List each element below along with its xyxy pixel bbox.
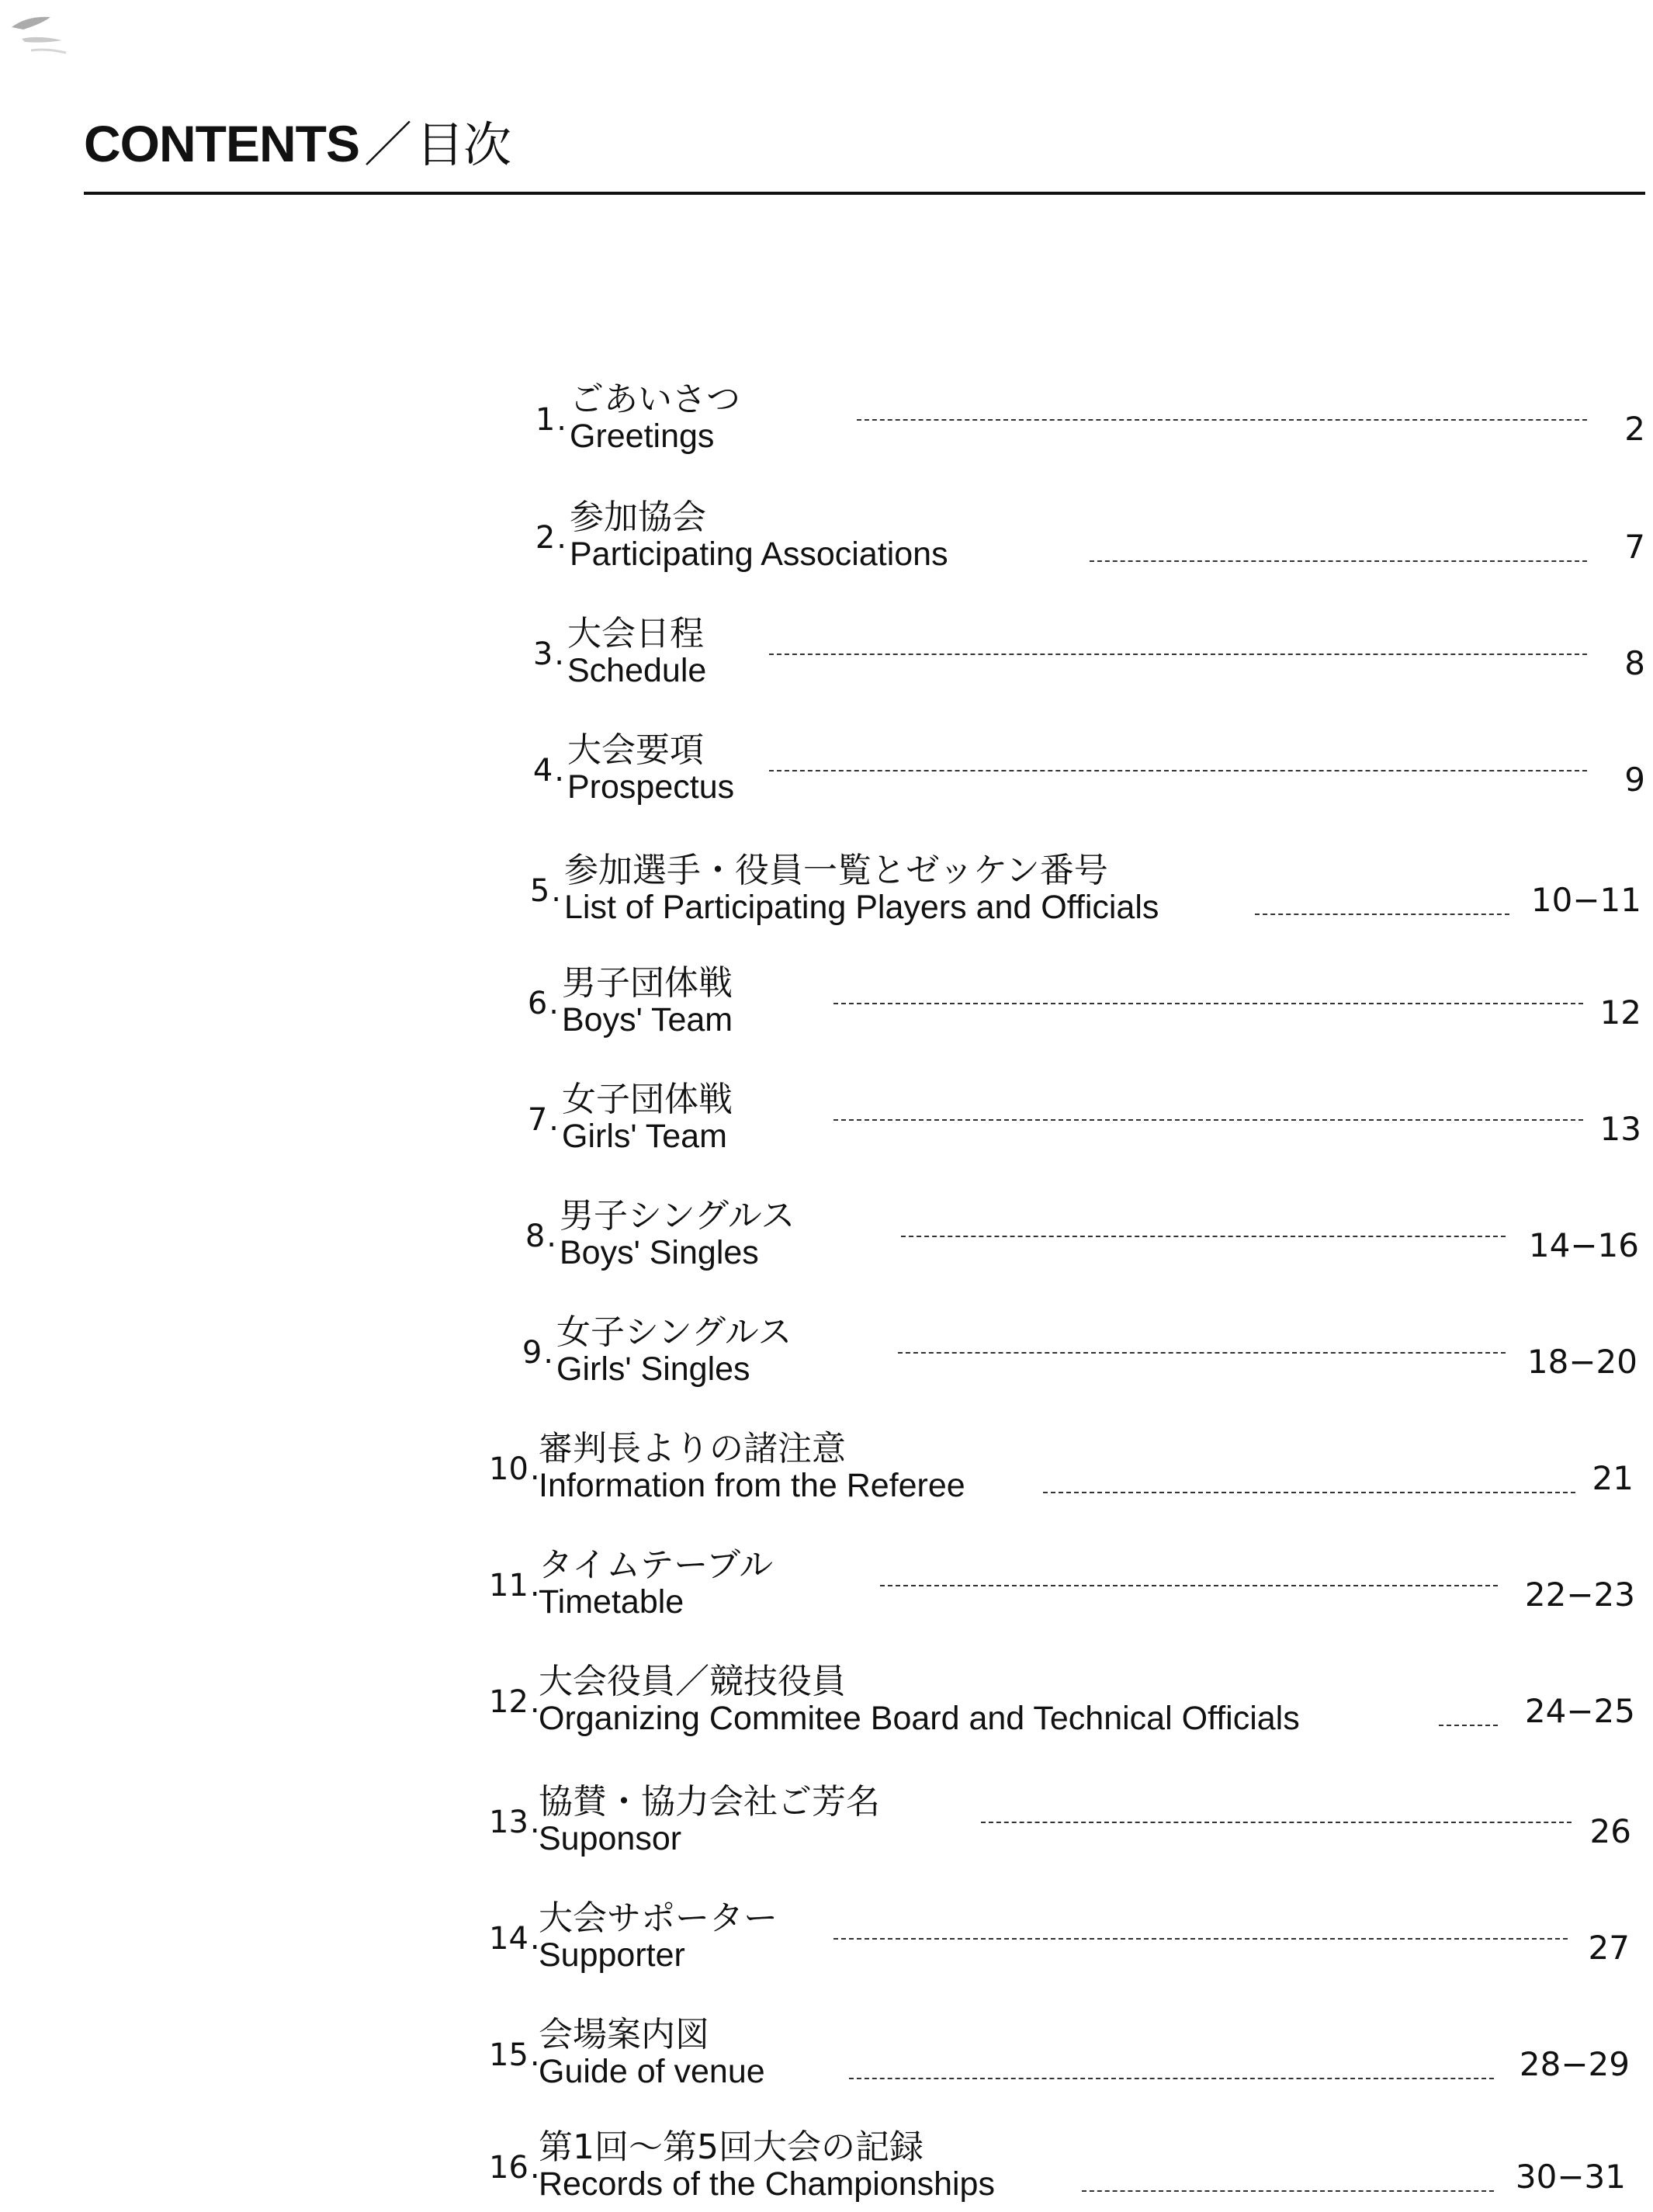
toc-entry: [489, 1781, 1653, 1867]
toc-entry-title-en: Supporter: [539, 1936, 685, 1974]
toc-entry-leader: [981, 1822, 1572, 1823]
toc-entry-page: 30−31: [1515, 2158, 1626, 2196]
toc-entry-number-dot: .: [529, 1451, 540, 1487]
toc-entry-number: [520, 518, 567, 557]
toc-entry-title-jp: 女子団体戦: [562, 1080, 733, 1119]
toc-entry-title-en: Organizing Commitee Board and Technical Officials: [539, 1700, 1300, 1737]
toc-entry-number: [515, 872, 561, 910]
toc-entry-page: 7: [1624, 528, 1645, 566]
toc-entry: [489, 2014, 1653, 2099]
toc-entry-page: 12: [1599, 993, 1641, 1031]
toc-entry-number-text: 12: [489, 1684, 528, 1720]
toc-entry-leader: [898, 1352, 1506, 1354]
toc-entry-number-text: 7: [527, 1102, 548, 1138]
toc-entry-number-dot: .: [554, 636, 564, 672]
toc-entry-number-text: 3: [532, 636, 553, 672]
toc-entry-leader: [1439, 1725, 1498, 1726]
toc-entry-number-dot: .: [529, 1568, 540, 1604]
toc-entry-title-jp: 参加協会: [570, 498, 706, 537]
page-title-jp: 目次: [416, 116, 511, 173]
toc-entry-number-text: 11: [489, 1568, 528, 1604]
toc-entry-title-en: Boys' Singles: [560, 1234, 759, 1271]
toc-entry: [489, 1545, 1653, 1630]
toc-entry-number-dot: .: [556, 520, 567, 556]
toc-entry-number-dot: .: [549, 986, 559, 1021]
toc-entry: [507, 1312, 1653, 1397]
toc-entry-page: 22−23: [1524, 1576, 1635, 1614]
toc-entry-title-en: Greetings: [570, 418, 715, 455]
toc-entry-number-dot: .: [529, 2037, 540, 2073]
toc-entry-title-jp: 審判長よりの諸注意: [539, 1429, 846, 1468]
toc-entry-page: 8: [1624, 644, 1645, 682]
toc-entry-number: [489, 2148, 540, 2187]
toc-entry-title-en: Information from the Referee: [539, 1467, 965, 1504]
toc-entry: [520, 497, 1653, 582]
toc-entry-title-en: Records of the Championships: [539, 2165, 995, 2203]
toc-entry-leader: [833, 1003, 1583, 1004]
toc-entry-page: 10−11: [1530, 881, 1641, 919]
toc-entry-number-dot: .: [529, 1921, 540, 1957]
toc-entry-number: [518, 635, 564, 674]
toc-entry-number-text: 8: [525, 1219, 546, 1254]
toc-entry-number-text: 14: [489, 1921, 528, 1957]
toc-entry-number-text: 10: [489, 1451, 528, 1487]
toc-entry-number: [512, 1101, 559, 1139]
toc-entry-leader: [1090, 560, 1587, 562]
toc-entry-leader: [857, 419, 1587, 421]
toc-entry-number-text: 6: [527, 986, 548, 1021]
toc-entry-number-dot: .: [549, 1102, 559, 1138]
toc-entry-number: [518, 751, 564, 790]
toc-entry-leader: [769, 654, 1587, 655]
toc-entry-title-jp: 女子シングルス: [556, 1312, 792, 1352]
toc-entry: [518, 613, 1653, 699]
toc-entry-title-en: List of Participating Players and Officials: [564, 889, 1159, 926]
toc-entry-number-text: 4: [532, 753, 553, 789]
toc-entry-page: 18−20: [1527, 1343, 1637, 1381]
toc-entry-page: 14−16: [1528, 1226, 1639, 1264]
toc-entry-page: 27: [1588, 1929, 1630, 1967]
toc-entry-page: 24−25: [1524, 1692, 1635, 1730]
toc-entry-title-en: Timetable: [539, 1583, 684, 1621]
toc-entry-number-dot: .: [556, 402, 567, 438]
toc-entry: [489, 2127, 1653, 2212]
toc-entry-page: 13: [1599, 1110, 1641, 1148]
toc-entry-number-text: 1: [535, 402, 556, 438]
toc-entry-number-text: 13: [489, 1805, 528, 1840]
toc-entry-leader: [1043, 1492, 1575, 1493]
toc-entry-leader: [1082, 2190, 1494, 2192]
toc-entry-page: 9: [1624, 761, 1645, 799]
toc-entry-number-dot: .: [554, 753, 564, 789]
toc-entry-leader: [833, 1938, 1568, 1940]
toc-entry-page: 26: [1589, 1812, 1631, 1850]
toc-entry: [515, 850, 1653, 935]
toc-entry-number: [510, 1217, 556, 1256]
toc-entry-number: [489, 1803, 540, 1842]
toc-entry-title-en: Girls' Team: [562, 1118, 727, 1155]
toc-entry: [518, 730, 1653, 815]
toc-entry-leader: [901, 1236, 1506, 1237]
toc-entry-leader: [833, 1119, 1583, 1121]
toc-entry-leader: [1255, 914, 1509, 915]
toc-entry-title-en: Participating Associations: [570, 536, 948, 573]
toc-entry-number-dot: .: [546, 1219, 556, 1254]
toc-entry-title-jp: 大会役員／競技役員: [539, 1662, 846, 1701]
toc-entry-number-text: 5: [529, 873, 550, 909]
toc-entry-number-dot: .: [529, 2150, 540, 2186]
toc-entry-number-text: 15: [489, 2037, 528, 2073]
toc-entry-title-jp: 参加選手・役員一覧とゼッケン番号: [564, 851, 1108, 890]
toc-entry-title-jp: 協賛・協力会社ご芳名: [539, 1782, 880, 1822]
toc-entry-leader: [849, 2078, 1494, 2079]
toc-entry-number: [489, 1683, 540, 1721]
toc-entry-number: [489, 1919, 540, 1958]
toc-entry-page: 2: [1624, 410, 1645, 448]
toc-entry: [512, 1079, 1653, 1164]
toc-entry-title-en: Girls' Singles: [556, 1350, 750, 1388]
toc-entry-page: 28−29: [1519, 2045, 1630, 2083]
toc-entry-title-jp: 会場案内図: [539, 2015, 709, 2054]
toc-entry-title-jp: 第1回〜第5回大会の記録: [539, 2127, 924, 2167]
toc-entry-number-text: 2: [535, 520, 556, 556]
toc-entry: [520, 379, 1653, 464]
page-title-separator: ／: [364, 116, 412, 173]
toc-entry-leader: [880, 1585, 1498, 1586]
toc-entry-leader: [769, 770, 1587, 771]
toc-entry: [512, 962, 1653, 1048]
toc-entry-title-jp: 大会サポーター: [539, 1898, 778, 1938]
toc-entry-number: [512, 984, 559, 1023]
toc-entry-number: [489, 1566, 540, 1605]
toc-entry: [489, 1428, 1653, 1513]
toc-entry-number: [520, 400, 567, 439]
toc-entry-number-dot: .: [543, 1335, 553, 1371]
toc-entry-title-en: Boys' Team: [562, 1001, 733, 1038]
toc-entry: [489, 1661, 1653, 1746]
toc-entry-title-jp: 大会日程: [567, 614, 704, 654]
toc-entry-number: [489, 2036, 540, 2075]
toc-entry-number-dot: .: [529, 1805, 540, 1840]
toc-entry-title-jp: 大会要項: [567, 730, 704, 770]
toc-entry: [489, 1898, 1653, 1983]
toc-entry-number: [489, 1450, 540, 1489]
toc-entry: [510, 1195, 1653, 1281]
toc-entry-number-text: 9: [522, 1335, 542, 1371]
toc-entry-title-jp: 男子団体戦: [562, 963, 733, 1003]
toc-entry-title-jp: タイムテーブル: [539, 1545, 774, 1585]
toc-entry-title-en: Prospectus: [567, 768, 735, 806]
toc-entry-title-jp: ごあいさつ: [570, 380, 740, 419]
toc-entry-page: 21: [1592, 1459, 1634, 1497]
toc-entry-title-en: Schedule: [567, 652, 707, 689]
toc-entry-number-dot: .: [551, 873, 561, 909]
toc-entry-number: [507, 1333, 553, 1372]
page-title-en: CONTENTS: [84, 115, 359, 172]
toc-entry-title-jp: 男子シングルス: [560, 1196, 795, 1236]
toc-entry-number-text: 16: [489, 2150, 528, 2186]
toc-entry-title-en: Suponsor: [539, 1820, 682, 1857]
toc-entry-title-en: Guide of venue: [539, 2053, 765, 2090]
toc-entry-number-dot: .: [529, 1684, 540, 1720]
